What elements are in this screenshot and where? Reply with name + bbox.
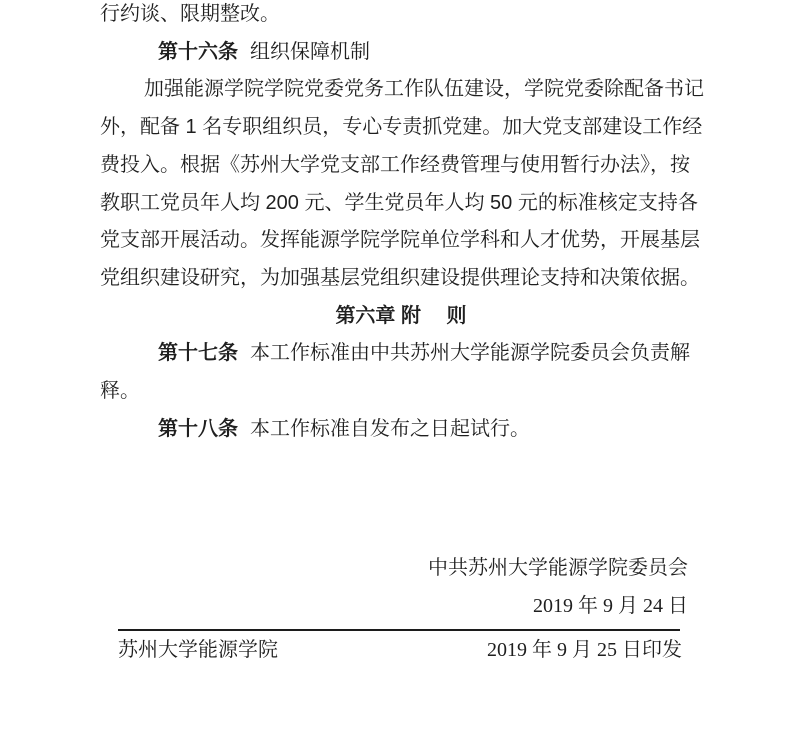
article-16-heading	[100, 34, 702, 72]
article-18-label: 第十八条	[158, 417, 238, 440]
article-16-label: 第十六条	[158, 40, 238, 63]
signature-organization: 中共苏州大学能源学院委员会	[428, 557, 688, 579]
article-17-label: 第十七条	[158, 342, 238, 365]
article-17-text: 本工作标准由中共苏州大学能源学院委员会负责解	[250, 342, 690, 365]
paragraph-line: 加强能源学院学院党委党务工作队伍建设，学院党委除配备书记	[144, 78, 704, 101]
footer-issuance-row	[118, 637, 682, 663]
signature-date: 2019 年 9 月 24 日	[533, 595, 688, 617]
paragraph-line: 教职工党员年人均 200 元、学生党员年人均 50 元的标准核定支持各	[100, 191, 698, 214]
signature-block	[428, 549, 688, 625]
continuation-line: 行约谈、限期整改。	[100, 3, 280, 25]
footer-issuer: 苏州大学能源学院	[118, 639, 278, 661]
paragraph-line: 外，配备 1 名专职组织员，专心专责抓党建。加大党支部建设工作经	[100, 116, 703, 139]
footer-print-date: 2019 年 9 月 25 日印发	[487, 639, 682, 661]
article-17-line-1	[100, 335, 702, 373]
document-body	[100, 0, 702, 448]
footer-divider-line	[118, 629, 680, 631]
paragraph-line: 党支部开展活动。发挥能源学院学院单位学科和人才优势，开展基层	[100, 229, 700, 252]
article-18-heading	[100, 411, 702, 449]
article-16-title: 组织保障机制	[250, 40, 370, 63]
paragraph-line: 党组织建设研究，为加强基层党组织建设提供理论支持和决策依据。	[100, 266, 700, 289]
paragraph-line: 费投入。根据《苏州大学党支部工作经费管理与使用暂行办法》，按	[100, 153, 690, 176]
article-18-text: 本工作标准自发布之日起试行。	[250, 417, 530, 440]
chapter-6-heading: 第六章 附 则	[335, 304, 467, 327]
article-17-line-2: 释。	[100, 380, 140, 403]
